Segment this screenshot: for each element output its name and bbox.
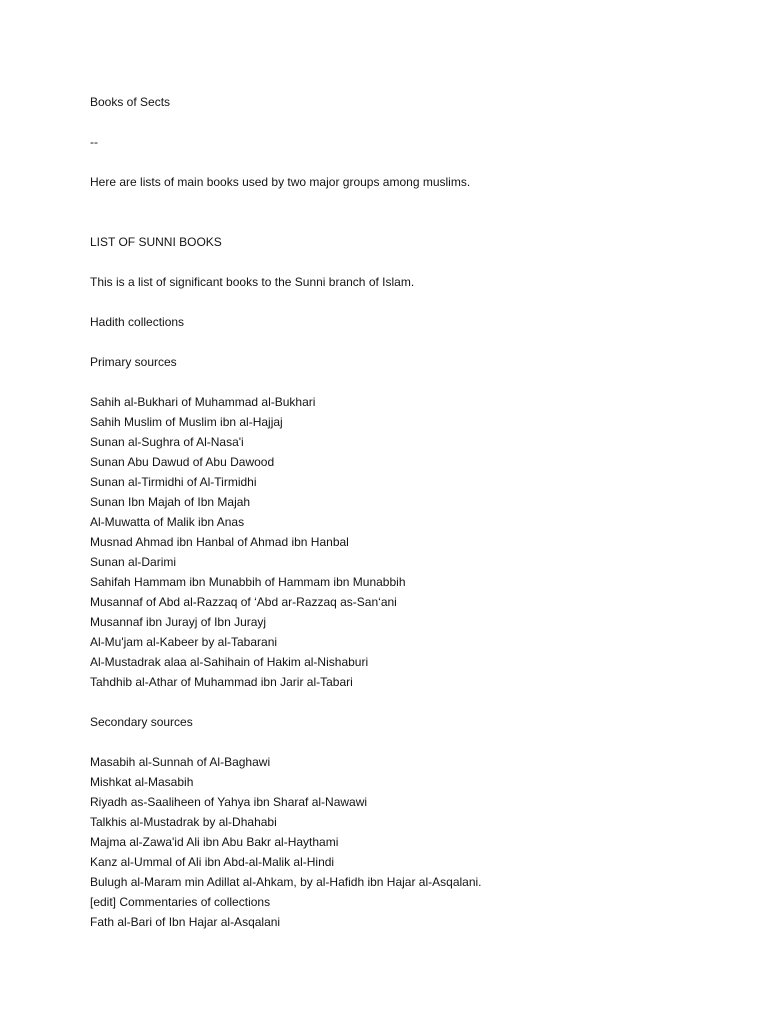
list-item: Bulugh al-Maram min Adillat al-Ahkam, by al-Hafidh ibn Hajar al-Asqalani. bbox=[90, 875, 482, 889]
list-item: Kanz al-Ummal of Ali ibn Abd-al-Malik al-Hindi bbox=[90, 855, 335, 869]
list-item: Fath al-Bari of Ibn Hajar al-Asqalani bbox=[90, 915, 281, 929]
list-item: Musnad Ahmad ibn Hanbal of Ahmad ibn Hanbal bbox=[90, 535, 349, 549]
list-item: Riyadh as-Saaliheen of Yahya ibn Sharaf al-Nawawi bbox=[90, 795, 368, 809]
list-item: Al-Mustadrak alaa al-Sahihain of Hakim al-Nishaburi bbox=[90, 655, 369, 669]
list-item: Majma al-Zawa'id Ali ibn Abu Bakr al-Haythami bbox=[90, 835, 339, 849]
list-item: Sahifah Hammam ibn Munabbih of Hammam ibn Munabbih bbox=[90, 575, 406, 589]
separator-text: -- bbox=[90, 135, 98, 149]
list-item: Tahdhib al-Athar of Muhammad ibn Jarir al-Tabari bbox=[90, 675, 353, 689]
list-item: Mishkat al-Masabih bbox=[90, 775, 194, 789]
secondary-sources-heading: Secondary sources bbox=[90, 715, 193, 729]
list-item: Musannaf of Abd al-Razzaq of ‘Abd ar-Razzaq as-San‘ani bbox=[90, 595, 397, 609]
primary-sources-heading: Primary sources bbox=[90, 355, 177, 369]
list-item: Musannaf ibn Jurayj of Ibn Jurayj bbox=[90, 615, 267, 629]
document-page bbox=[90, 92, 730, 932]
list-item: Sunan al-Sughra of Al-Nasa'i bbox=[90, 435, 244, 449]
list-item: Masabih al-Sunnah of Al-Baghawi bbox=[90, 755, 271, 769]
section-heading: LIST OF SUNNI BOOKS bbox=[90, 235, 222, 249]
list-item: Sahih Muslim of Muslim ibn al-Hajjaj bbox=[90, 415, 283, 429]
list-item: Talkhis al-Mustadrak by al-Dhahabi bbox=[90, 815, 277, 829]
list-item: Sahih al-Bukhari of Muhammad al-Bukhari bbox=[90, 395, 316, 409]
secondary-sources-list bbox=[90, 752, 730, 932]
list-item: Al-Muwatta of Malik ibn Anas bbox=[90, 515, 245, 529]
intro-paragraph: Here are lists of main books used by two major groups among muslims. bbox=[90, 175, 471, 189]
section-intro-paragraph: This is a list of significant books to the Sunni branch of Islam. bbox=[90, 275, 415, 289]
list-item: Al-Mu'jam al-Kabeer by al-Tabarani bbox=[90, 635, 278, 649]
list-item: Sunan al-Tirmidhi of Al-Tirmidhi bbox=[90, 475, 257, 489]
list-item: Sunan Ibn Majah of Ibn Majah bbox=[90, 495, 251, 509]
document-title: Books of Sects bbox=[90, 95, 171, 109]
primary-sources-list bbox=[90, 392, 730, 692]
list-item: [edit] Commentaries of collections bbox=[90, 895, 271, 909]
list-item: Sunan Abu Dawud of Abu Dawood bbox=[90, 455, 275, 469]
hadith-collections-heading: Hadith collections bbox=[90, 315, 185, 329]
list-item: Sunan al-Darimi bbox=[90, 555, 177, 569]
